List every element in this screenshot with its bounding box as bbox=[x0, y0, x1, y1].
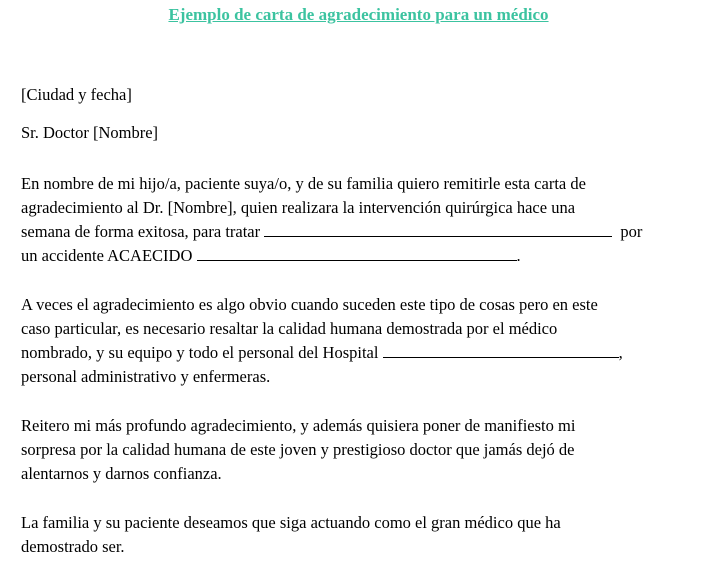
paragraph2-line1: A veces el agradecimiento es algo obvio cuando suceden este tipo de cosas pero en este bbox=[21, 295, 598, 314]
accident-blank bbox=[197, 246, 517, 261]
paragraph1-line4-start: un accidente ACAECIDO bbox=[21, 246, 193, 265]
paragraph1-line3-end: por bbox=[620, 222, 643, 241]
paragraph2-line3 bbox=[21, 342, 623, 364]
salutation: Sr. Doctor [Nombre] bbox=[21, 123, 159, 142]
paragraph3-line1: Reitero mi más profundo agradecimiento, y además quisiera poner de manifiesto mi bbox=[21, 416, 576, 435]
paragraph3-line2: sorpresa por la calidad humana de este joven y prestigioso doctor que jamás dejó de bbox=[21, 440, 575, 459]
page-title[interactable]: Ejemplo de carta de agradecimiento para un médico bbox=[168, 5, 549, 24]
paragraph1-line2: agradecimiento al Dr. [Nombre], quien realizara la intervención quirúrgica hace una bbox=[21, 198, 576, 217]
paragraph1-line1: En nombre de mi hijo/a, paciente suya/o, y de su familia quiero remitirle esta carta de bbox=[21, 174, 586, 193]
paragraph1-line4 bbox=[21, 245, 521, 267]
paragraph4-line1: La familia y su paciente deseamos que siga actuando como el gran médico que ha bbox=[21, 513, 561, 532]
treatment-blank bbox=[264, 222, 612, 237]
paragraph2-line2: caso particular, es necesario resaltar la calidad humana demostrada por el médico bbox=[21, 319, 558, 338]
paragraph1-line3 bbox=[21, 221, 642, 243]
paragraph4-line2: demostrado ser. bbox=[21, 537, 125, 556]
paragraph1-line4-end: . bbox=[516, 246, 521, 265]
place-date: [Ciudad y fecha] bbox=[21, 85, 132, 104]
paragraph2-line3-start: nombrado, y su equipo y todo el personal del Hospital bbox=[21, 343, 379, 362]
paragraph1-line3-start: semana de forma exitosa, para tratar bbox=[21, 222, 261, 241]
hospital-blank bbox=[383, 343, 619, 358]
paragraph3-line3: alentarnos y darnos confianza. bbox=[21, 464, 222, 483]
paragraph2-line3-end: , bbox=[618, 343, 623, 362]
paragraph2-line4: personal administrativo y enfermeras. bbox=[21, 367, 271, 386]
